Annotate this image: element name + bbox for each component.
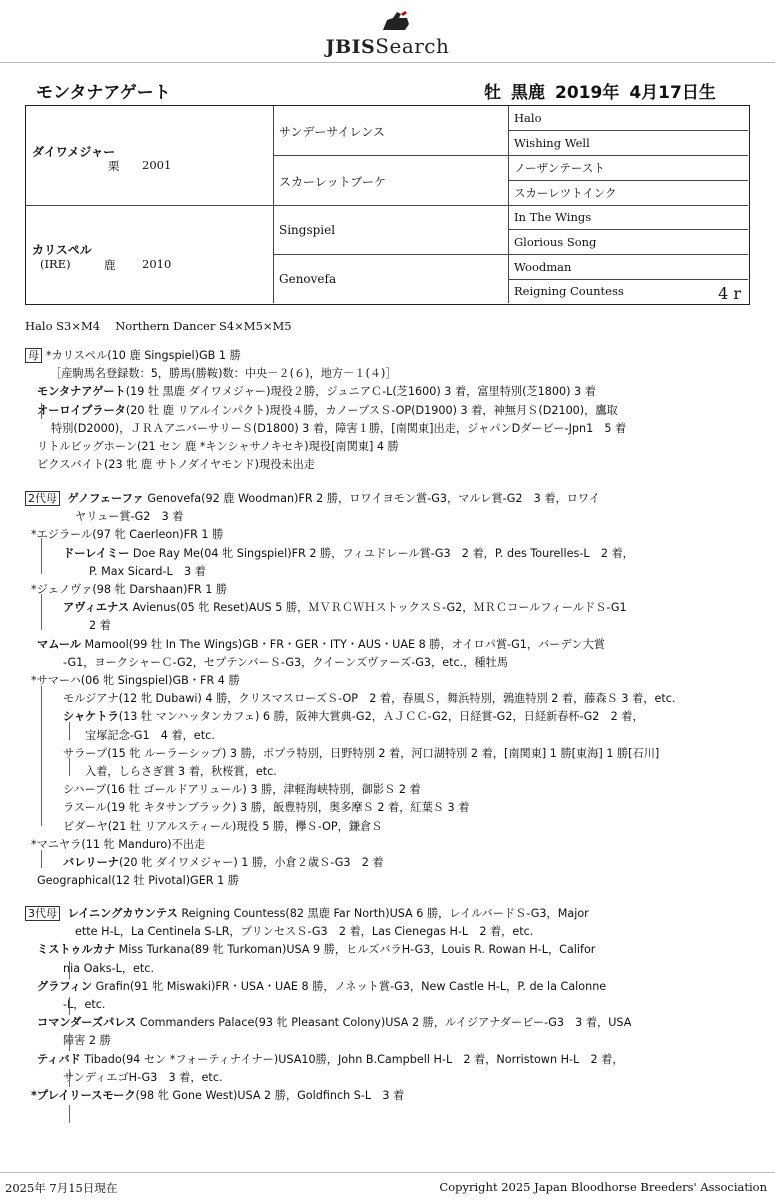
family-line: 2 着 (89, 619, 111, 633)
sire-sire[interactable]: サンデーサイレンス (279, 125, 385, 139)
sire-dam-dam[interactable]: スカーレツトインク (514, 186, 617, 200)
third-dam-name[interactable]: レイニングカウンテス (67, 907, 178, 920)
dam-dam-dam[interactable]: Reigning Countess (514, 284, 624, 298)
dam-stats: ［産駒馬名登録数：5，勝馬(勝鞍)数：中央－２(６)，地方－１(４)］ (50, 367, 397, 381)
family-line: nia Oaks-L，etc. (63, 961, 155, 975)
offspring-name[interactable]: モンタナアゲート (37, 385, 126, 399)
offspring-name[interactable]: オーロイプラータ (37, 403, 126, 417)
tree-bar (69, 961, 70, 979)
family-line: *ジェノヴァ(98 牝 Darshaan)FR 1 勝 (31, 583, 228, 597)
tree-bar (69, 1069, 70, 1087)
family-line: 宝塚記念-G1 4 着，etc. (85, 728, 215, 742)
family-number: 4 r (718, 284, 741, 303)
tree-bar (41, 403, 42, 419)
horse-name: モンタナアゲート (36, 83, 171, 103)
tree-bar (41, 538, 42, 574)
family-line: Reigning Countess(82 黒鹿 Far North)USA 6 勝，レイルバードＳ-G3，Major (181, 907, 589, 920)
horse-logo-icon (379, 10, 413, 32)
family-line: ラスール(19 牝 キタサンブラック) 3 勝，飯豊特別，奥多摩Ｓ 2 着，紅葉Ｓ 3 着 (63, 801, 470, 815)
sire-sire-dam[interactable]: Wishing Well (514, 136, 590, 150)
family-line: シハーブ(16 牡 ゴールドアリュール) 3 勝，津軽海峡特別，御影Ｓ 2 着 (63, 783, 421, 797)
dam-dam-sire[interactable]: Woodman (514, 260, 572, 274)
descendant-name[interactable]: *プレイリースモーク (31, 1089, 136, 1103)
sire-name[interactable]: ダイワメジャー (32, 145, 116, 159)
title-row (36, 78, 726, 102)
sire-year: 2001 (142, 158, 172, 172)
dam-sire[interactable]: Singspiel (279, 223, 336, 237)
dam-section (25, 347, 750, 474)
horse-birthday: 4月17日生 (629, 83, 716, 103)
divider (508, 279, 748, 280)
tree-bar (69, 722, 70, 740)
tree-bar (41, 594, 42, 630)
family-line: (20 牝 ダイワメジャー) 1 勝，小倉２歳Ｓ-G3 2 着 (118, 856, 384, 870)
tree-bar (69, 758, 70, 776)
inbreeding-line: Halo S3×M4 Northern Dancer S4×M5×M5 (25, 319, 292, 333)
sire-sire-sire[interactable]: Halo (514, 111, 542, 125)
descendant-name[interactable]: シャケトラ (63, 710, 119, 724)
third-dam-tag: 3代母 (25, 906, 60, 921)
family-line: Doe Ray Me(04 牝 Singspiel)FR 2 勝，フィユドレール賞-G3 2 着，P. des Tourelles-L 2 着， (132, 546, 634, 560)
divider (508, 130, 748, 131)
family-line: Grafin(91 牝 Miswaki)FR・USA・UAE 8 勝，ノネット賞-G3，New Castle H-L，P. de la Calonne (95, 979, 607, 993)
logo-jbis: JBIS (325, 36, 376, 58)
horse-year: 2019年 (555, 83, 620, 103)
tree-bar (69, 1033, 70, 1051)
footer-divider (0, 1172, 775, 1173)
tree-bar (41, 850, 42, 868)
offspring-record: (19 牡 黒鹿 ダイワメジャー)現役２勝，ジュニアＣ-L(芝1600) 3 着，富里特別(芝1800) 3 着 (125, 385, 596, 399)
divider (273, 254, 748, 255)
descendant-name[interactable]: アヴィエナス (63, 601, 130, 615)
third-dam-section (25, 905, 750, 1105)
divider (273, 155, 748, 156)
horse-info (484, 78, 726, 103)
family-line: P. Max Sicard-L 3 着 (89, 564, 206, 578)
family-line: ヤリュー賞-G2 3 着 (75, 510, 184, 524)
sire-color: 栗 (108, 159, 120, 173)
site-logo[interactable] (0, 8, 775, 56)
divider (508, 229, 748, 230)
offspring-record: (20 牡 鹿 リアルインパクト)現役４勝，カノープスＳ-OP(D1900) 3 着，神無月Ｓ(D2100)，鷹取 (125, 403, 618, 417)
dam-color: 鹿 (104, 258, 116, 272)
descendant-name[interactable]: コマンダーズパレス (37, 1016, 137, 1030)
tree-bar (41, 686, 42, 826)
offspring-record: ビクスバイト(23 牝 鹿 サトノダイヤモンド)現役未出走 (37, 458, 315, 472)
descendant-name[interactable]: グラフィン (37, 979, 93, 993)
horse-sex: 牡 (484, 83, 501, 103)
family-line: -L，etc. (63, 998, 106, 1012)
sire-dam-sire[interactable]: ノーザンテースト (514, 161, 605, 175)
family-line: (98 牝 Gone West)USA 2 勝，Goldfinch S-L 3 着 (135, 1089, 405, 1103)
family-line: Miss Turkana(89 牝 Turkoman)USA 9 勝，ヒルズバラH-G3，Louis R. Rowan H-L，Califor (118, 943, 596, 957)
descendant-name[interactable]: ミストゥルカナ (37, 943, 116, 957)
header-divider (0, 62, 775, 63)
family-line: Commanders Palace(93 牝 Pleasant Colony)USA 2 勝，ルイジアナダービー-G3 3 着，USA (139, 1016, 632, 1030)
second-dam-name[interactable]: ゲノフェーファ (67, 492, 144, 505)
divider (508, 180, 748, 181)
footer-date: 2025年 7月15日現在 (5, 1181, 118, 1195)
family-line: *マニヤラ(11 牝 Manduro)不出走 (31, 837, 206, 851)
pedigree-table (25, 105, 750, 305)
dam-tag: 母 (25, 348, 42, 363)
logo-search: Search (375, 34, 450, 58)
dam-year: 2010 (142, 257, 172, 271)
offspring-record: リトルビッグホーン(21 セン 鹿 *キンシャサノキセキ)現役[南関東] 4 勝 (37, 440, 399, 454)
dam-name[interactable]: カリスペル (32, 243, 92, 257)
family-line: -G1，ヨークシャーＣ-G2，セプテンバーＳ-G3，クイーンズヴァーズ-G3，etc.，種牡馬 (63, 655, 508, 669)
dam-sire-sire[interactable]: In The Wings (514, 210, 592, 224)
family-line: Tibado(94 セン *フォーティナイナー)USA10勝，John B.Campbell H-L 2 着，Norristown H-L 2 着， (84, 1052, 624, 1066)
family-line: Geographical(12 牡 Pivotal)GER 1 勝 (37, 874, 239, 888)
family-line: *エジラール(97 牝 Caerleon)FR 1 勝 (31, 528, 224, 542)
family-line: Genovefa(92 鹿 Woodman)FR 2 勝，ロワイヨモン賞-G3，マルレ賞-G2 3 着，ロワイ (147, 492, 600, 505)
second-dam-section (25, 490, 750, 890)
descendant-name[interactable]: バレリーナ (63, 856, 119, 870)
dam-line: *カリスペル(10 鹿 Singspiel)GB 1 勝 (46, 349, 241, 362)
descendant-name[interactable]: ドーレイミー (63, 546, 130, 560)
family-line: サンディエゴH-G3 3 着，etc. (63, 1070, 223, 1084)
second-dam-tag: 2代母 (25, 491, 60, 506)
tree-bar (69, 997, 70, 1015)
descendant-name[interactable]: ティバド (37, 1052, 81, 1066)
family-line: *サマーハ(06 牝 Singspiel)GB・FR 4 勝 (31, 674, 240, 688)
divider (26, 205, 748, 206)
family-line: Mamool(99 牡 In The Wings)GB・FR・GER・ITY・AUS・UAE 8 勝，オイロパ賞-G1，バーデン大賞 (84, 637, 605, 651)
dam-dam[interactable]: Genovefa (279, 272, 337, 286)
family-line: サラープ(15 牝 ルーラーシップ) 3 勝，ポプラ特別，日野特別 2 着，河口湖特別 2 着，[南関東] 1 勝[東海] 1 勝[石川] (63, 746, 660, 760)
tree-bar (69, 1105, 70, 1123)
offspring-record: 特別(D2000)，ＪＲＡアニバーサリーＳ(D1800) 3 着，障害１勝，[南関東]出走，ジャパンDダービー-Jpn1 5 着 (51, 421, 627, 435)
dam-origin: (IRE) (40, 257, 71, 271)
footer-copyright: Copyright 2025 Japan Bloodhorse Breeders' Association (439, 1180, 767, 1194)
sire-dam[interactable]: スカーレットブーケ (279, 175, 386, 189)
family-line: モルジアナ(12 牝 Dubawi) 4 勝，クリスマスローズＳ-OP 2 着，春風Ｓ，舞浜特別，鶉進特別 2 着，藤森Ｓ 3 着，etc. (63, 692, 676, 706)
family-line: Avienus(05 牝 Reset)AUS 5 勝，ＭＶＲＣＷＨストックスＳ-G2，ＭＲＣコールフィールドＳ-G1 (132, 601, 627, 615)
family-line: 入着，しらさぎ賞 3 着，秋桜賞，etc. (85, 765, 277, 779)
family-line: ビダーヤ(21 牡 リアルスティール)現役 5 勝，欅Ｓ-OP，鎌倉Ｓ (63, 819, 383, 833)
dam-sire-dam[interactable]: Glorious Song (514, 235, 597, 249)
family-line: 障害 2 勝 (63, 1034, 111, 1048)
horse-color: 黒鹿 (511, 83, 545, 103)
family-line: ette H-L，La Centinela S-LR，プリンセスＳ-G3 2 着，Las Cienegas H-L 2 着，etc. (75, 925, 534, 939)
family-line: (13 牡 マンハッタンカフェ) 6 勝，阪神大賞典-G2，ＡＪＣＣ-G2，日経賞-G2，日経新春杯-G2 2 着， (118, 710, 644, 724)
descendant-name[interactable]: マムール (37, 637, 81, 651)
